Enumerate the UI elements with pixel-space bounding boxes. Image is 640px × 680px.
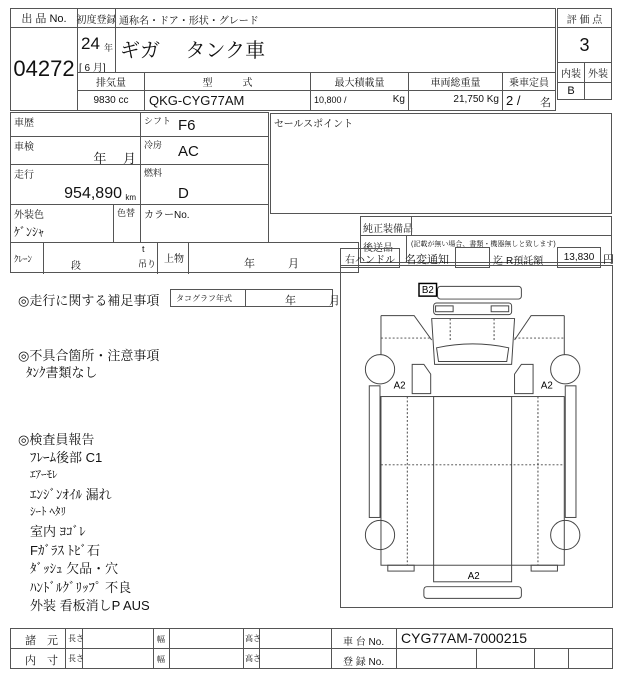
mileage: 954,890 <box>64 185 122 202</box>
damage-mark: A2 <box>393 380 406 392</box>
color-change-label: 色替 <box>117 208 136 218</box>
tank-bed <box>434 397 512 582</box>
defects-title: ◎不具合箇所・注意事項 <box>18 348 160 363</box>
dimensions-table <box>10 628 613 669</box>
inspector-item: ｴﾝｼﾞﾝｵｲﾙ 漏れ <box>30 487 112 502</box>
grade-score: 3 <box>557 27 612 63</box>
first-reg-cell <box>77 27 116 73</box>
fuel-value: D <box>178 185 189 202</box>
year-unit: 年 <box>104 43 114 53</box>
ac-value: AC <box>178 143 199 160</box>
truck-outline-icon <box>341 266 614 609</box>
exterior-grade <box>584 82 612 100</box>
tachograph-value: 年 月 <box>285 295 340 307</box>
inspector-item: 室内 ﾖｺﾞﾚ <box>30 524 86 539</box>
mileage-cell <box>10 164 141 205</box>
lot-no-value: 04272 <box>13 56 75 81</box>
model: QKG-CYG77AM <box>144 90 311 111</box>
chassis-label: 車 台 No. <box>343 637 385 648</box>
damage-mark: B2 <box>421 285 434 297</box>
damage-mark: A2 <box>540 380 553 392</box>
cab-roof <box>434 303 512 315</box>
capacity-cell <box>502 90 556 111</box>
later-label: 後送品 <box>360 235 407 263</box>
defect-item: ﾀﾝｸ書類なし <box>26 365 98 380</box>
interior-grade: B <box>557 82 585 100</box>
length-label: 長さ <box>68 654 84 663</box>
first-reg-label: 初度登録 <box>77 8 116 28</box>
inspector-title: ◎検査員報告 <box>18 432 95 447</box>
fuel-label: 燃料 <box>144 168 163 178</box>
equipment-label: 純正装備品 <box>360 216 412 236</box>
max-load-cell <box>310 90 409 111</box>
capacity-unit: 名 <box>540 97 551 109</box>
spec-label: 諸 元 <box>25 635 58 647</box>
reg-label: 登 録 No. <box>343 657 385 668</box>
name-change-label: 名変通知 <box>405 254 449 266</box>
length-label: 長さ <box>68 634 84 643</box>
later-note: (記載が無い場合、書類・機器無しと致します) <box>406 235 612 263</box>
mileage-label: 走行 <box>14 170 34 181</box>
capacity: 2 / <box>506 93 521 108</box>
until-label: 迄 <box>493 256 503 267</box>
shift-label: シフト <box>144 116 172 126</box>
max-load-unit: Kg <box>392 94 405 105</box>
crane-t: t <box>142 244 145 254</box>
cab <box>432 319 515 365</box>
width-label: 幅 <box>157 655 165 664</box>
lot-no-label <box>10 8 78 28</box>
vehicle-name-cell <box>115 27 556 73</box>
color-change-cell <box>113 204 141 243</box>
height-label: 高さ <box>245 634 261 643</box>
crane-lift: 吊り <box>138 259 157 269</box>
inspection-label: 車検 <box>14 142 34 153</box>
vehicle-name: ギガ タンク車 <box>120 40 266 62</box>
wheel <box>551 520 580 549</box>
gross-weight-label: 車両総重量 <box>408 72 503 91</box>
max-load: 10,800 / <box>314 95 347 105</box>
first-reg-year: 24 <box>81 34 100 53</box>
tachograph-box <box>170 289 340 307</box>
crane-label: ｸﾚｰﾝ <box>14 254 33 264</box>
ac-label: 冷房 <box>144 140 163 150</box>
shift-cell <box>140 112 269 137</box>
first-reg-month: [ 6 月] <box>79 63 106 74</box>
color-value: ｹﾞﾝｼｬ <box>14 225 45 239</box>
lot-no-label-text: 出 品 No. <box>21 13 67 25</box>
wheel <box>551 355 580 384</box>
front-bumper <box>438 286 522 299</box>
gross-weight: 21,750 Kg <box>453 94 499 105</box>
windshield <box>437 344 509 362</box>
inspector-item: ﾊﾝﾄﾞﾙｸﾞﾘｯﾌﾟ 不良 <box>30 580 132 595</box>
chassis-no: CYG77AM-7000215 <box>401 630 528 646</box>
width-label: 幅 <box>157 635 165 644</box>
crane-stage: 段 <box>71 261 81 272</box>
fuel-cell <box>140 164 269 205</box>
max-load-label: 最大積載量 <box>310 72 409 91</box>
lot-no <box>10 27 78 111</box>
recycle-value: 13,830 <box>557 247 601 268</box>
inspector-item: 外装 看板消しP AUS <box>30 598 150 613</box>
displacement: 9830 cc <box>77 90 145 111</box>
capacity-label: 乗車定員 <box>502 72 556 91</box>
rhd-badge: 右ハンドル <box>340 248 400 268</box>
ac-cell <box>140 136 269 165</box>
mileage-unit: km <box>125 193 136 202</box>
sales-point-box <box>270 113 612 214</box>
wheel <box>365 355 394 384</box>
color-no-cell <box>140 204 269 243</box>
gross-weight-cell <box>408 90 503 111</box>
history-label: 車歴 <box>14 118 34 129</box>
vehicle-diagram <box>340 265 613 608</box>
tachograph-label: タコグラフ年式 <box>176 294 232 303</box>
history-cell <box>10 112 141 137</box>
driving-notes-title: ◎走行に関する補足事項 <box>18 293 160 308</box>
wheel <box>365 520 394 549</box>
exterior-label: 外装 <box>584 62 612 83</box>
inspection-value: 年 月 <box>93 151 136 166</box>
displacement-label: 排気量 <box>77 72 145 91</box>
interior-label: 内装 <box>557 62 585 83</box>
damage-mark: A2 <box>467 570 480 582</box>
color-no-label: カラーNo. <box>144 210 190 221</box>
model-label: 型 式 <box>144 72 311 91</box>
sales-point-label: セールスポイント <box>274 119 354 130</box>
inspector-item: ﾀﾞｯｼｭ 欠品・穴 <box>30 561 119 576</box>
crane-row <box>10 242 359 273</box>
inspector-item: ｼｰﾄ ﾍﾀﾘ <box>30 506 67 518</box>
rear-bumper <box>424 587 522 599</box>
name-label: 通称名・ドア・形状・グレード <box>115 8 556 28</box>
body-date: 年 月 <box>244 258 299 270</box>
grade-label: 評 価 点 <box>557 8 612 28</box>
yen-label: 円 <box>603 254 614 266</box>
inner-label: 内 寸 <box>25 655 58 667</box>
inspector-item: ﾌﾚｰﾑ後部 C1 <box>30 450 103 465</box>
equipment-value <box>411 216 612 236</box>
shift-value: F6 <box>178 117 196 134</box>
color-label: 外装色 <box>14 210 44 221</box>
body-label: 上物 <box>164 254 184 265</box>
height-label: 高さ <box>245 654 261 663</box>
color-cell <box>10 204 114 243</box>
inspection-cell <box>10 136 141 165</box>
recycle-label: R預託額 <box>506 256 544 267</box>
inspector-item: ｴｱｰﾓﾚ <box>30 469 58 481</box>
deck <box>381 397 564 566</box>
inspector-item: Fｶﾞﾗｽ ﾄﾋﾞ石 <box>30 543 101 558</box>
